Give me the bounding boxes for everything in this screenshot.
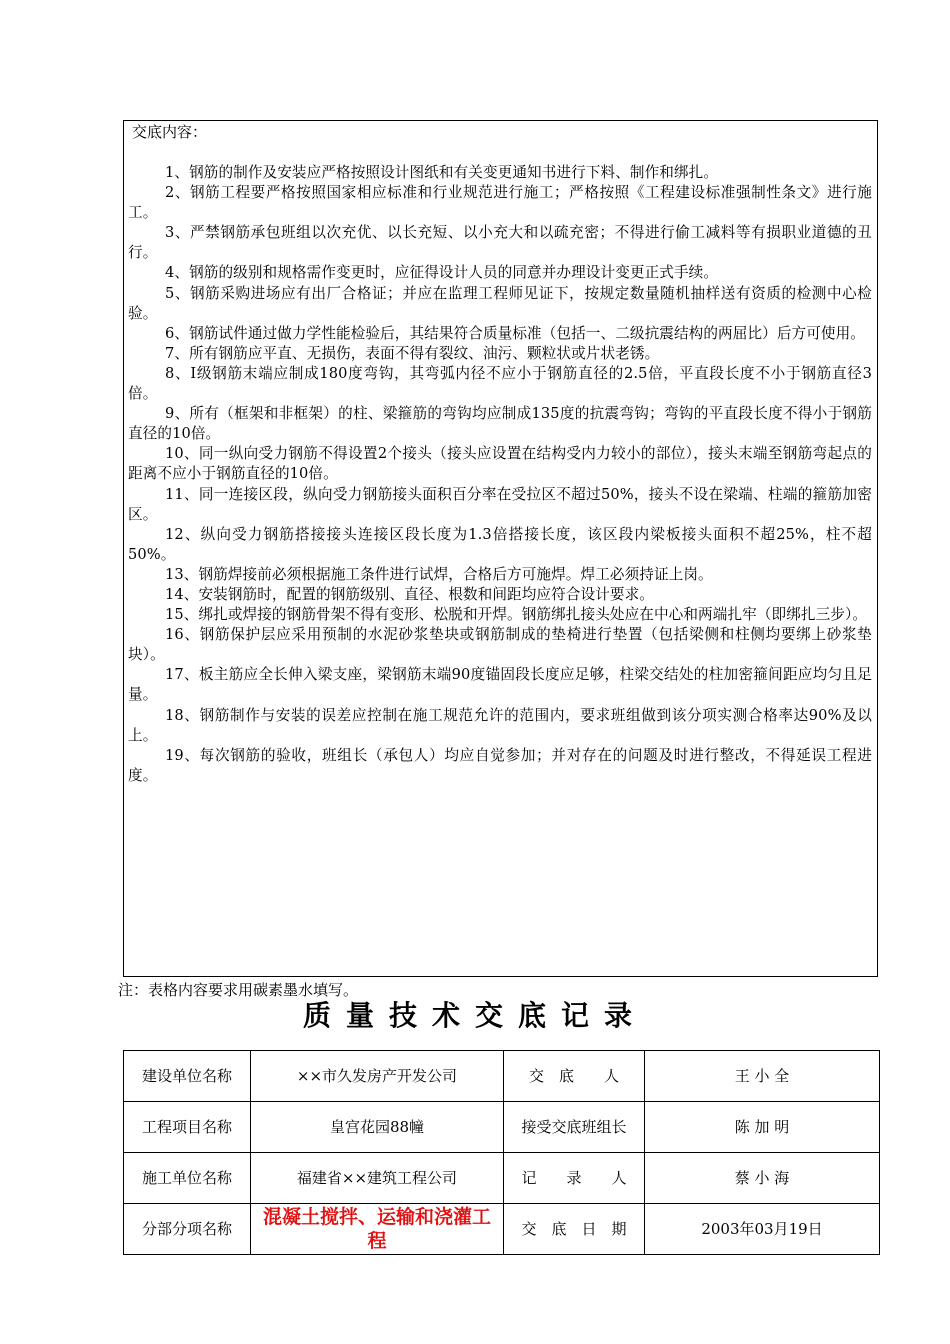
label-cell: 交 底 日 期 [504,1204,645,1255]
table-row [124,1153,880,1204]
list-item: 9、所有（框架和非框架）的柱、梁箍筋的弯钩均应制成135度的抗震弯钩；弯钩的平直段长度不得小于钢筋直径的10倍。 [128,405,872,443]
list-item: 2、钢筋工程要严格按照国家相应标准和行业规范进行施工；严格按照《工程建设标准强制性条文》进行施工。 [128,184,872,222]
list-item: 4、钢筋的级别和规格需作变更时，应征得设计人员的同意并办理设计变更正式手续。 [165,264,719,282]
label-cell: 分部分项名称 [124,1204,251,1255]
list-item: 7、所有钢筋应平直、无损伤，表面不得有裂纹、油污、颗粒状或片状老锈。 [165,344,660,362]
list-item: 12、纵向受力钢筋搭接接头连接区段长度为1.3倍搭接长度，该区段内梁板接头面积不超25%，柱不超50%。 [128,525,872,563]
list-item: 17、板主筋应全长伸入梁支座，梁钢筋末端90度锚固段长度应足够，柱梁交结处的柱加密箍间距应均匀且足量。 [128,666,872,704]
page-title: 质量技术交底记录 [302,999,647,1032]
list-item: 6、钢筋试件通过做力学性能检验后，其结果符合质量标准（包括一、二级抗震结构的两屈比）后方可使用。 [165,324,865,342]
value-cell: 2003年03月19日 [645,1204,880,1255]
content-heading: 交底内容： [132,123,208,141]
info-table [123,1050,880,1255]
list-item: 16、钢筋保护层应采用预制的水泥砂浆垫块或钢筋制成的垫椅进行垫置（包括梁侧和柱侧均要绑上砂浆垫块）。 [128,626,872,664]
label-cell: 工程项目名称 [124,1102,251,1153]
list-item: 14、安装钢筋时，配置的钢筋级别、直径、根数和间距均应符合设计要求。 [165,585,654,603]
list-item: 3、严禁钢筋承包班组以次充优、以长充短、以小充大和以疏充密；不得进行偷工减料等有损职业道德的丑行。 [128,224,872,262]
list-item: 13、钢筋焊接前必须根据施工条件进行试焊，合格后方可施焊。焊工必须持证上岗。 [165,565,713,583]
list-item: 10、同一纵向受力钢筋不得设置2个接头（接头应设置在结构受内力较小的部位），接头末端至钢筋弯起点的距离不应小于钢筋直径的10倍。 [128,445,872,483]
label-cell: 建设单位名称 [124,1051,251,1102]
table-row [124,1102,880,1153]
table-row [124,1051,880,1102]
value-cell: 皇宫花园88幢 [251,1102,504,1153]
value-cell: 蔡 小 海 [645,1153,880,1204]
label-cell: 交 底 人 [504,1051,645,1102]
list-item: 15、绑扎或焊接的钢筋骨架不得有变形、松脱和开焊。钢筋绑扎接头处应在中心和两端扎牢（即绑扎三步）。 [165,606,868,624]
list-item: 8、Ⅰ级钢筋末端应制成180度弯钩，其弯弧内径不应小于钢筋直径的2.5倍，平直段长度不小于钢筋直径3倍。 [128,364,872,403]
label-cell: 接受交底班组长 [504,1102,645,1153]
list-item: 19、每次钢筋的验收，班组长（承包人）均应自觉参加；并对存在的问题及时进行整改，不得延误工程进度。 [128,746,872,784]
label-cell: 施工单位名称 [124,1153,251,1204]
label-cell: 记 录 人 [504,1153,645,1204]
value-cell: 陈 加 明 [645,1102,880,1153]
list-item: 1、钢筋的制作及安装应严格按照设计图纸和有关变更通知书进行下料、制作和绑扎。 [165,164,719,181]
footnote: 注：表格内容要求用碳素墨水填写。 [118,981,359,999]
list-item: 18、钢筋制作与安装的误差应控制在施工规范允许的范围内，要求班组做到该分项实测合格率达90%及以上。 [128,706,872,744]
list-item: 11、同一连接区段，纵向受力钢筋接头面积百分率在受拉区不超过50%，接头不设在梁端、柱端的箍筋加密区。 [128,485,872,523]
instruction-list [128,163,872,786]
table-row [124,1204,880,1255]
list-item: 5、钢筋采购进场应有出厂合格证；并应在监理工程师见证下，按规定数量随机抽样送有资质的检测中心检验。 [128,284,872,322]
instruction-content-box [123,120,878,977]
value-cell: 王 小 全 [645,1051,880,1102]
value-cell: ××市久发房产开发公司 [251,1051,504,1102]
value-cell: 福建省××建筑工程公司 [251,1153,504,1204]
highlight-value-cell: 混凝土搅拌、运输和浇灌工程 [251,1204,504,1255]
